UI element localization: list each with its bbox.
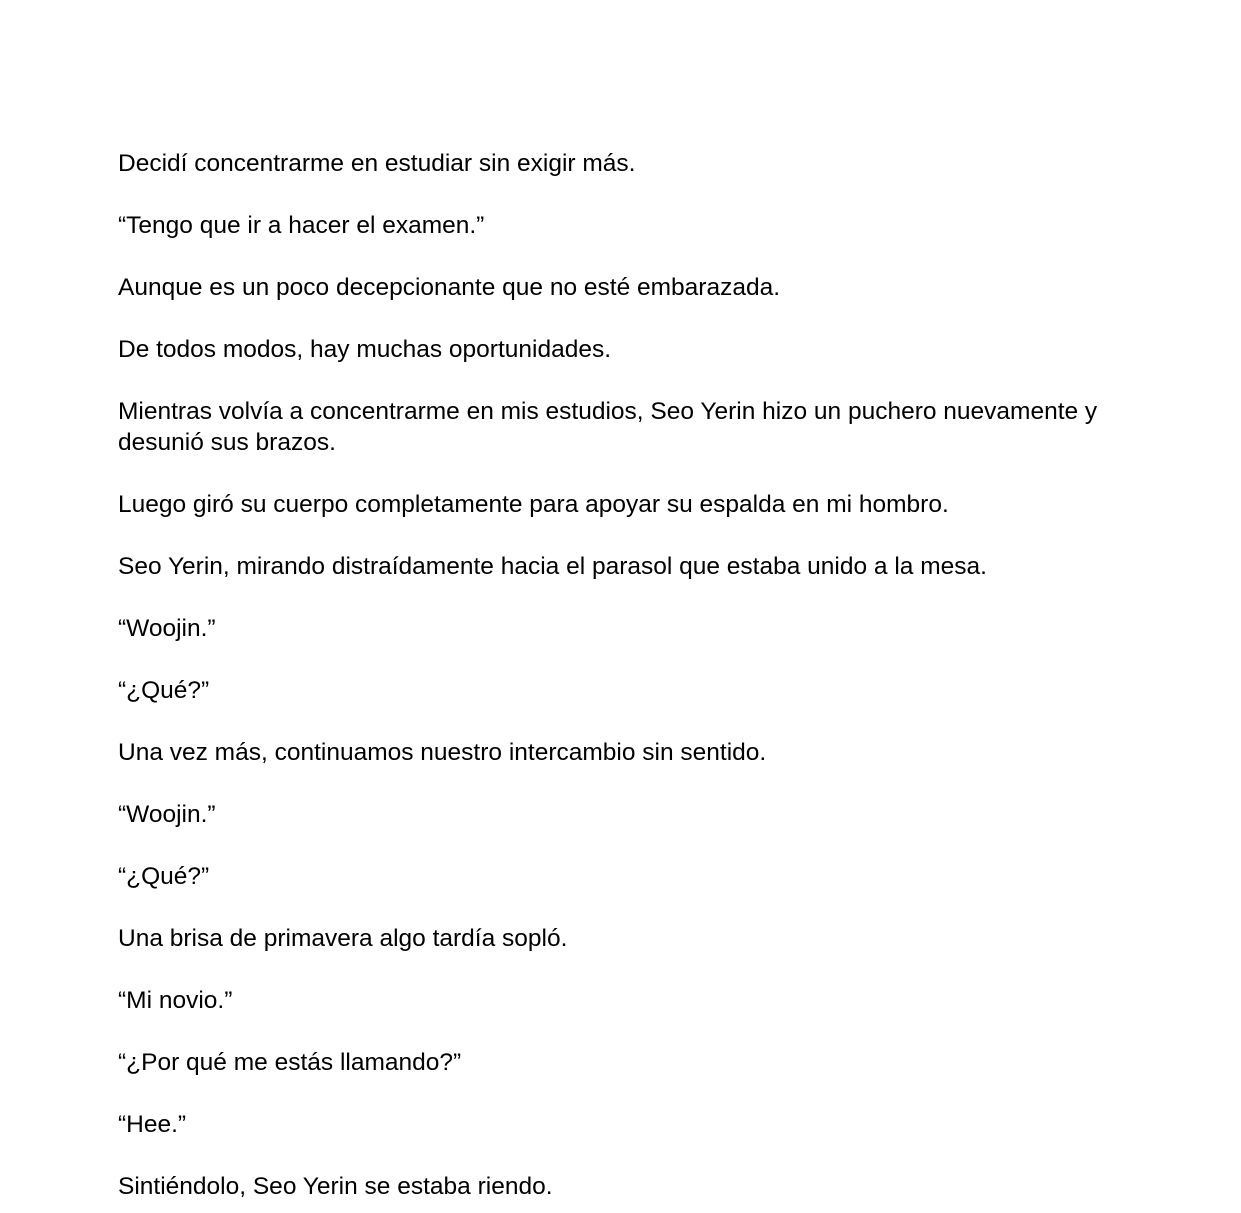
paragraph: “¿Qué?” xyxy=(118,863,210,890)
paragraph: “Tengo que ir a hacer el examen.” xyxy=(118,212,485,239)
paragraph: Una vez más, continuamos nuestro intercambio sin sentido. xyxy=(118,739,767,766)
paragraph: “¿Qué?” xyxy=(118,677,210,704)
paragraph: Sintiéndolo, Seo Yerin se estaba riendo. xyxy=(118,1173,553,1200)
paragraph: De todos modos, hay muchas oportunidades. xyxy=(118,336,612,363)
paragraph: Mientras volvía a concentrarme en mis estudios, Seo Yerin hizo un puchero nuevamente y desunió sus brazos. xyxy=(118,398,1098,456)
paragraph: “Mi novio.” xyxy=(118,987,233,1014)
paragraph: Una brisa de primavera algo tardía sopló. xyxy=(118,925,568,952)
document-body xyxy=(118,148,1118,1202)
paragraph: “¿Por qué me estás llamando?” xyxy=(118,1049,462,1076)
paragraph: Seo Yerin, mirando distraídamente hacia el parasol que estaba unido a la mesa. xyxy=(118,553,987,580)
paragraph: Decidí concentrarme en estudiar sin exigir más. xyxy=(118,150,636,177)
paragraph: Luego giró su cuerpo completamente para apoyar su espalda en mi hombro. xyxy=(118,491,949,518)
paragraph: “Hee.” xyxy=(118,1111,187,1138)
paragraph: “Woojin.” xyxy=(118,615,216,642)
paragraph: “Woojin.” xyxy=(118,801,216,828)
paragraph: Aunque es un poco decepcionante que no esté embarazada. xyxy=(118,274,781,301)
